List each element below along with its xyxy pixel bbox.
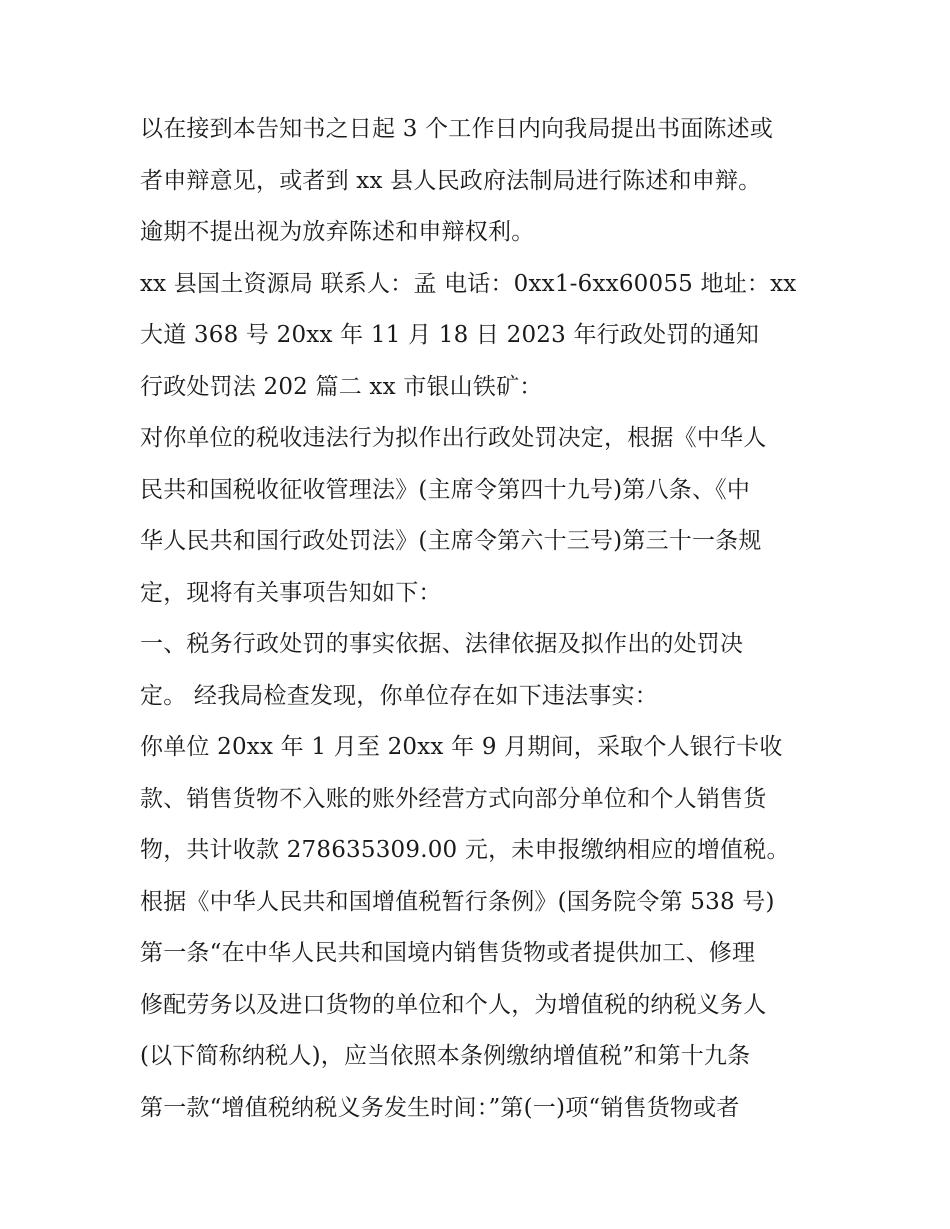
- text-line: 行政处罚法 202 篇二 xx 市银山铁矿：: [140, 373, 543, 400]
- text-line: 定，现将有关事项告知如下：: [140, 579, 442, 606]
- text-line: 你单位 20xx 年 1 月至 20xx 年 9 月期间，采取个人银行卡收: [140, 734, 783, 760]
- text-line: (以下简称纳税人)，应当依照本条例缴纳增值税”和第十九条: [140, 1043, 751, 1069]
- text-line: 定。 经我局检查发现，你单位存在如下违法事实：: [140, 682, 658, 709]
- text-line: 根据《中华人民共和国增值税暂行条例》(国务院令第 538 号): [140, 888, 775, 915]
- text-line: 逾期不提出视为放弃陈述和申辩权利。: [140, 219, 535, 245]
- text-line: 物，共计收款 278635309.00 元，未申报缴纳相应的增值税。: [140, 837, 790, 863]
- text-line: 大道 368 号 20xx 年 11 月 18 日 2023 年行政处罚的通知: [140, 322, 760, 348]
- text-line: 以在接到本告知书之日起 3 个工作日内向我局提出书面陈述或: [140, 116, 774, 142]
- text-line: 者申辩意见，或者到 xx 县人民政府法制局进行陈述和申辩。: [140, 167, 762, 194]
- text-line: 修配劳务以及进口货物的单位和个人，为增值税的纳税义务人: [140, 991, 767, 1018]
- text-line: 民共和国税收征收管理法》(主席令第四十九号)第八条、《中: [140, 476, 751, 503]
- text-line: 第一条“在中华人民共和国境内销售货物或者提供加工、修理: [140, 940, 756, 966]
- text-line: 款、销售货物不入账的账外经营方式向部分单位和个人销售货: [140, 785, 767, 812]
- text-line: xx 县国土资源局 联系人：孟 电话：0xx1-6xx60055 地址：xx: [140, 270, 797, 297]
- text-line: 第一款“增值税纳税义务发生时间：”第(一)项“销售货物或者: [140, 1094, 740, 1121]
- text-line: 一、税务行政处罚的事实依据、法律依据及拟作出的处罚决: [140, 631, 744, 657]
- text-line: 华人民共和国行政处罚法》(主席令第六十三号)第三十一条规: [140, 528, 762, 554]
- document-body: [140, 107, 820, 1137]
- text-line: 对你单位的税收违法行为拟作出行政处罚决定，根据《中华人: [140, 425, 767, 451]
